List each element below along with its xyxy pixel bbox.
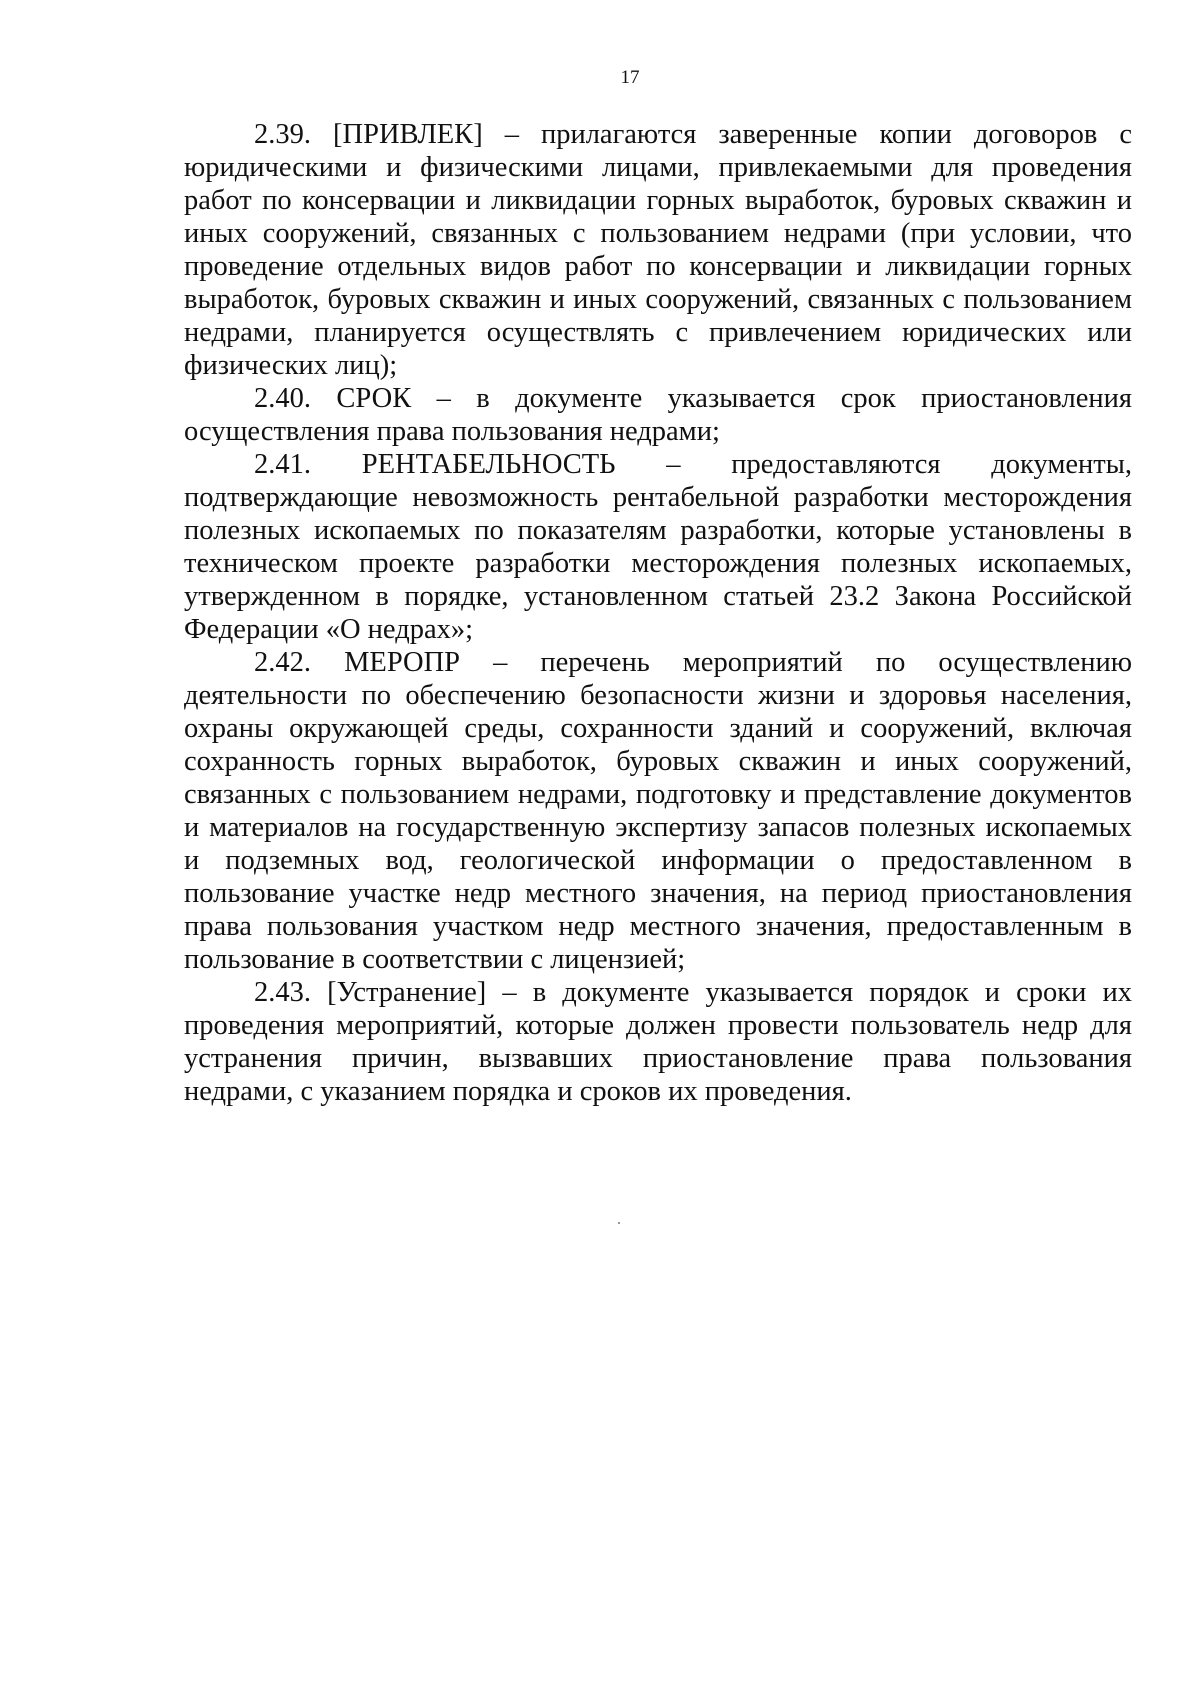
- paragraph-number: 2.41.: [254, 449, 311, 480]
- paragraph-text: МЕРОПР – перечень мероприятий по осуществлению деятельности по обеспечению безопасности жизни и здоровья населения, охраны окружающей среды, сохранности зданий и сооружений, включая сохранность горных выработок, буровых скважин и иных сооружений, связанных с пользованием недрами, подготовку и представление документов и материалов на государственную экспертизу запасов полезных ископаемых и подземных вод, геологической информации о предоставленном в пользование участке недр местного значения, на период приостановления права пользования участком недр местного значения, предоставленным в пользование в соответствии с лицензией;: [184, 647, 1133, 975]
- document-body: [184, 118, 1132, 1108]
- paragraph-2-41: [184, 448, 1132, 646]
- paragraph-text: [ПРИВЛЕК] – прилагаются заверенные копии договоров с юридическими и физическими лицами, привлекаемыми для проведения работ по консервации и ликвидации горных выработок, буровых скважин и иных сооружений, связанных с пользованием недрами (при условии, что проведение отдельных видов работ по консервации и ликвидации горных выработок, буровых скважин и иных сооружений, связанных с пользованием недрами, планируется осуществлять с привлечением юридических или физических лиц);: [184, 119, 1132, 381]
- paragraph-2-43: [184, 976, 1132, 1108]
- paragraph-number: 2.39.: [254, 119, 311, 150]
- paragraph-text: [Устранение] – в документе указывается порядок и сроки их проведения мероприятий, которые должен провести пользователь недр для устранения причин, вызвавших приостановление права пользования недрами, с указанием порядка и сроков их проведения.: [184, 977, 1132, 1107]
- paragraph-text: РЕНТАБЕЛЬНОСТЬ – предоставляются документы, подтверждающие невозможность рентабельной разработки месторождения полезных ископаемых по показателям разработки, которые установлены в техническом проекте разработки месторождения полезных ископаемых, утвержденном в порядке, установленном статьей 23.2 Закона Российской Федерации «О недрах»;: [184, 449, 1132, 645]
- paragraph-2-42: [184, 646, 1132, 976]
- paragraph-number: 2.42.: [254, 647, 311, 678]
- paragraph-2-40: [184, 382, 1132, 448]
- scan-speck: [618, 1222, 620, 1224]
- paragraph-text: СРОК – в документе указывается срок приостановления осуществления права пользования недрами;: [184, 383, 1132, 447]
- paragraph-number: 2.43.: [254, 977, 311, 1008]
- paragraph-2-39: [184, 118, 1132, 382]
- paragraph-number: 2.40.: [254, 383, 311, 414]
- page-number: 17: [620, 67, 640, 88]
